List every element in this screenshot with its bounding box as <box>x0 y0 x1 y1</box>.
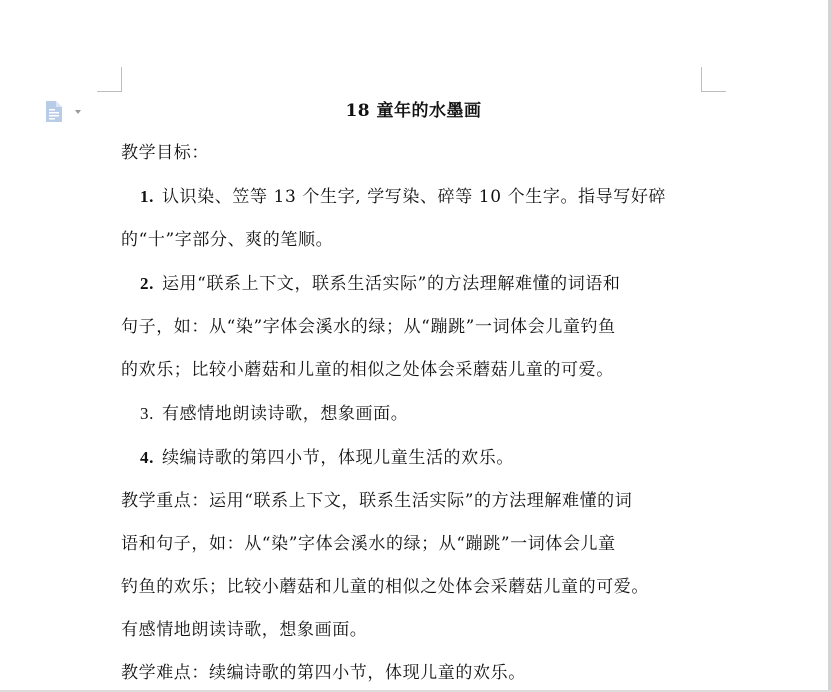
goal-text: 有感情地朗读诗歌，想象画面。 <box>155 404 409 424</box>
goal-item-2-line-2: 句子，如：从“染”字体会溪水的绿；从“蹦跳”一词体会儿童钓鱼 <box>121 317 616 337</box>
goal-number: 1. <box>140 187 154 206</box>
margin-corner-top-right <box>701 67 726 92</box>
page-content <box>121 96 706 690</box>
goal-item-2-line-1 <box>121 262 706 306</box>
key-points-line-1: 教学重点：运用“联系上下文，联系生活实际”的方法理解难懂的词 <box>121 491 633 511</box>
goal-item-4-line-1 <box>121 436 706 480</box>
key-points-line-2: 语和句子，如：从“染”字体会溪水的绿；从“蹦跳”一词体会儿童 <box>121 534 616 554</box>
goal-number: 3. <box>140 404 154 423</box>
goal-number: 4. <box>140 448 154 467</box>
goal-text: 认识染、笠等 13 个生字, 学写染、碎等 10 个生字。指导写好碎 <box>155 187 667 207</box>
key-points-line-3: 钓鱼的欢乐；比较小蘑菇和儿童的相似之处体会采蘑菇儿童的可爱。 <box>121 577 649 597</box>
goal-item-1-line-2: 的“十”字部分、爽的笔顺。 <box>121 230 334 250</box>
margin-corner-top-left <box>97 67 122 92</box>
document-title: 18 童年的水墨画 <box>345 101 482 121</box>
goals-heading: 教学目标： <box>121 143 209 163</box>
goal-number: 2. <box>140 274 154 293</box>
chevron-down-icon[interactable] <box>75 110 81 114</box>
goal-item-3-line-1 <box>121 392 706 436</box>
goal-item-2-line-3: 的欢乐；比较小蘑菇和儿童的相似之处体会采蘑菇儿童的可爱。 <box>121 360 614 380</box>
goal-text: 续编诗歌的第四小节，体现儿童生活的欢乐。 <box>155 448 514 468</box>
goal-text: 运用“联系上下文，联系生活实际”的方法理解难懂的词语和 <box>155 274 621 294</box>
key-points-line-4: 有感情地朗读诗歌，想象画面。 <box>121 620 368 640</box>
document-icon[interactable] <box>46 101 62 122</box>
goal-item-1-line-1 <box>121 175 706 219</box>
vertical-scrollbar[interactable] <box>828 0 832 692</box>
difficulties-line-1: 教学难点：续编诗歌的第四小节，体现儿童的欢乐。 <box>121 663 526 683</box>
